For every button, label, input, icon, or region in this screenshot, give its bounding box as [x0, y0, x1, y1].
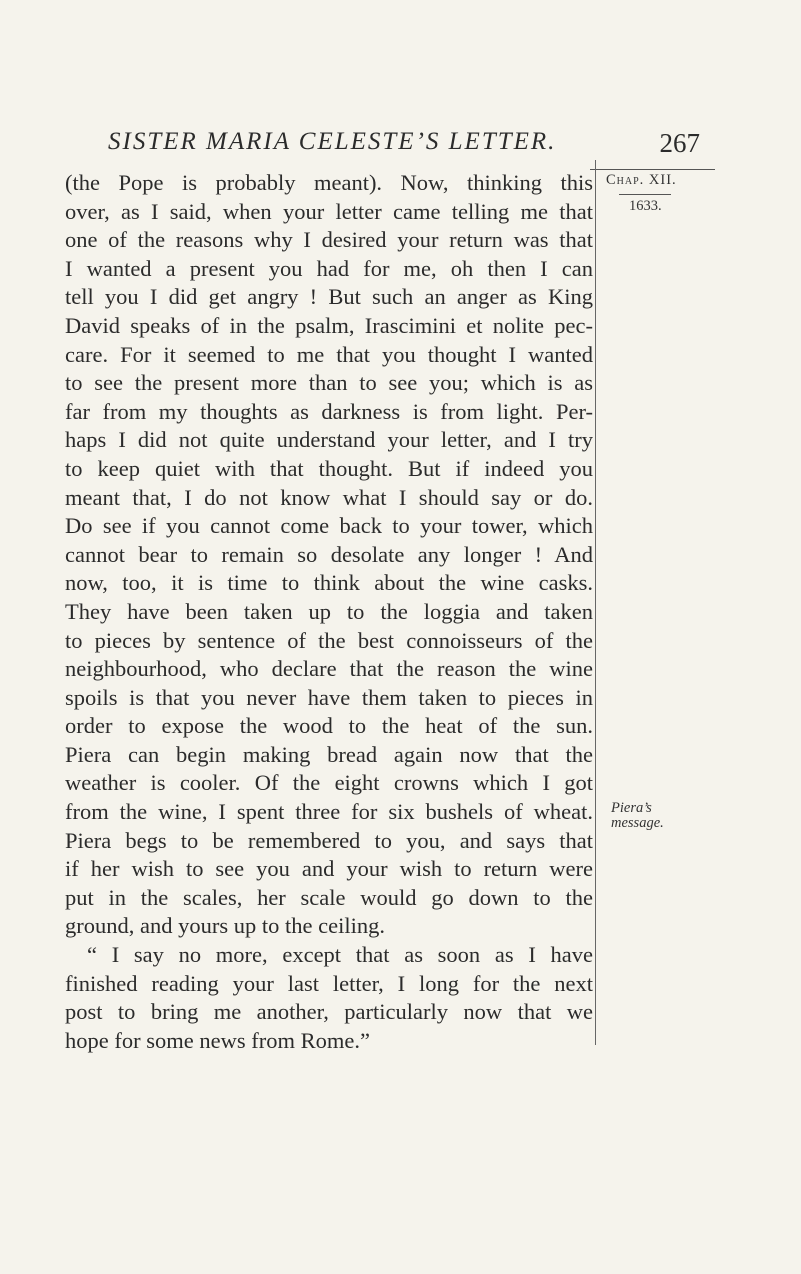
- text-line: “ I say no more, except that as soon as I have: [87, 942, 593, 968]
- margin-note-line: Piera’s: [611, 800, 652, 816]
- text-line: now, too, it is time to think about the wine casks.: [65, 570, 593, 596]
- margin-note: [611, 801, 664, 831]
- text-line: (the Pope is probably meant). Now, thinking this: [65, 170, 593, 195]
- margin-rule: [595, 160, 596, 1045]
- text-line: meant that, I do not know what I should say or do.: [65, 484, 593, 510]
- text-line: from the wine, I spent three for six bushels of wheat.: [65, 799, 593, 825]
- year-label: 1633.: [629, 198, 662, 214]
- text-line: finished reading your last letter, I long for the next: [65, 970, 593, 996]
- text-line: I wanted a present you had for me, oh then I can: [65, 255, 593, 281]
- text-line: weather is cooler. Of the eight crowns which I got: [65, 770, 593, 796]
- text-line: one of the reasons why I desired your return was that: [65, 227, 593, 253]
- text-line: to keep quiet with that thought. But if indeed you: [65, 455, 593, 481]
- text-line: Do see if you cannot come back to your tower, which: [65, 513, 593, 539]
- text-line: put in the scales, her scale would go down to the: [65, 884, 593, 910]
- text-line: Piera can begin making bread again now that the: [65, 741, 593, 767]
- text-line: spoils is that you never have them taken to pieces in: [65, 684, 593, 710]
- head-rule: [590, 169, 715, 170]
- text-line: tell you I did get angry ! But such an anger as King: [65, 284, 593, 310]
- text-line: neighbourhood, who declare that the reason the wine: [65, 656, 593, 682]
- text-line: Piera begs to be remembered to you, and says that: [65, 827, 593, 853]
- text-line: haps I did not quite understand your letter, and I try: [65, 427, 593, 453]
- chapter-underline: [619, 194, 671, 195]
- body-text: [65, 169, 593, 1055]
- text-line: to see the present more than to see you; which is as: [65, 370, 593, 396]
- chapter-label: Chap. XII.: [606, 172, 677, 188]
- margin-note-line: message.: [611, 815, 664, 831]
- text-line: to pieces by sentence of the best connoisseurs of the: [65, 627, 593, 653]
- text-line: order to expose the wood to the heat of the sun.: [65, 713, 593, 739]
- page-number: 267: [659, 128, 700, 158]
- text-line: post to bring me another, particularly now that we: [65, 999, 593, 1025]
- running-head: [108, 128, 700, 162]
- text-line: They have been taken up to the loggia and taken: [65, 598, 593, 624]
- text-line: far from my thoughts as darkness is from light. Per-: [65, 398, 593, 424]
- text-line: David speaks of in the psalm, Irascimini et nolite pec-: [65, 312, 593, 338]
- text-line: if her wish to see you and your wish to return were: [65, 856, 593, 882]
- text-line: over, as I said, when your letter came telling me that: [65, 198, 593, 224]
- text-line: cannot bear to remain so desolate any longer ! And: [65, 541, 593, 567]
- text-line: hope for some news from Rome.”: [65, 1027, 370, 1053]
- running-title: SISTER MARIA CELESTE’S LETTER.: [108, 128, 557, 155]
- text-line: care. For it seemed to me that you thought I wanted: [65, 341, 593, 367]
- text-line: ground, and yours up to the ceiling.: [65, 913, 385, 939]
